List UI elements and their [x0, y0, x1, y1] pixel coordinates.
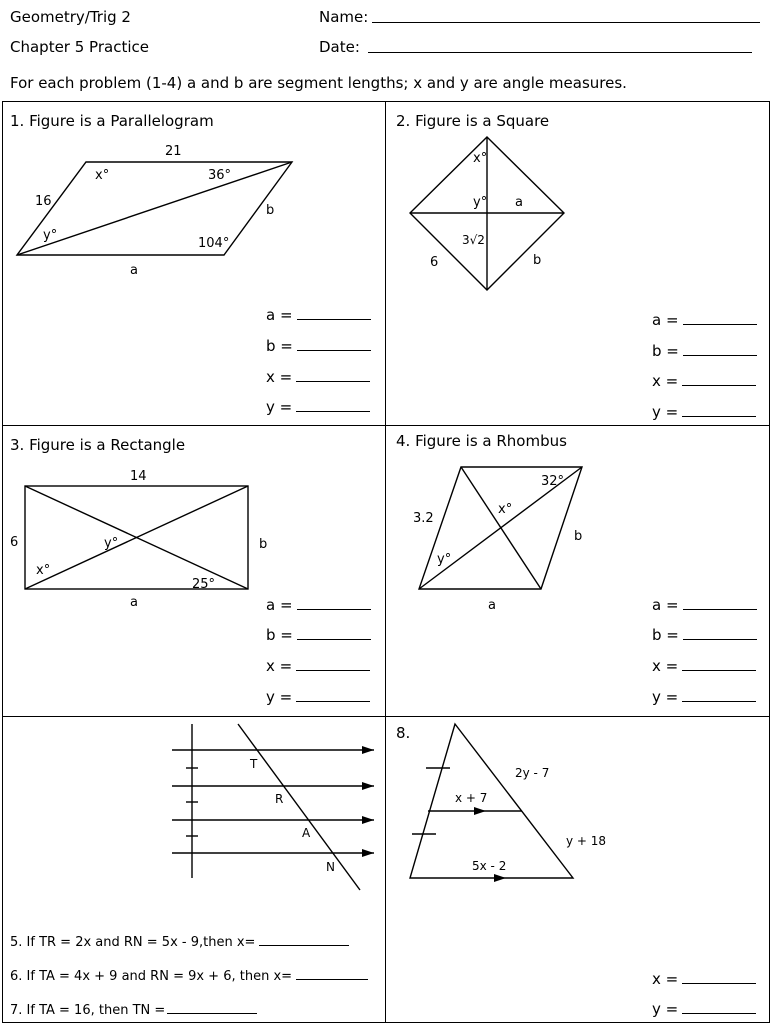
p2-label-y: y°: [473, 195, 488, 210]
p3-label-14: 14: [130, 469, 147, 484]
p3-label-y: y°: [104, 536, 119, 551]
arrow-base-icon: [494, 874, 506, 882]
p1-label-y: y°: [43, 228, 58, 243]
p2-label-x: x°: [473, 151, 488, 166]
p3-answer-a[interactable]: a =: [266, 596, 371, 614]
p2-label-a: a: [515, 195, 523, 210]
arrow-4-icon: [362, 849, 374, 857]
parallelogram-diagonal: [17, 162, 292, 255]
p1-answer-a[interactable]: a =: [266, 306, 371, 324]
p8-answer-y[interactable]: y =: [652, 1000, 756, 1018]
p1-answer-x[interactable]: x =: [266, 368, 370, 386]
name-label: Name:: [319, 8, 369, 26]
date-label: Date:: [319, 38, 360, 56]
p4-label-b: b: [574, 529, 583, 544]
problem-2-title: 2. Figure is a Square: [396, 112, 550, 130]
triangle-figure: [410, 724, 573, 878]
course-title: Geometry/Trig 2: [10, 8, 131, 26]
question-5[interactable]: 5. If TR = 2x and RN = 5x - 9,then x=: [10, 934, 349, 950]
p1-label-36: 36°: [208, 168, 232, 183]
problem-3-title: 3. Figure is a Rectangle: [10, 436, 186, 454]
p1-label-x: x°: [95, 168, 110, 183]
p2-answer-a[interactable]: a =: [652, 311, 757, 329]
p3-label-x: x°: [36, 563, 51, 578]
label-R: R: [275, 792, 284, 806]
p4-label-x: x°: [498, 502, 513, 517]
p8-label-y+18: y + 18: [566, 834, 607, 848]
p1-label-21: 21: [165, 144, 182, 159]
p1-label-a: a: [130, 263, 138, 278]
p8-label-5x-2: 5x - 2: [472, 859, 507, 873]
p4-label-a: a: [488, 598, 496, 613]
p1-label-104: 104°: [198, 236, 230, 251]
instructions: For each problem (1-4) a and b are segment lengths; x and y are angle measures.: [10, 74, 627, 92]
rhombus-diagonal-2: [461, 467, 541, 589]
question-7[interactable]: 7. If TA = 16, then TN =: [10, 1002, 257, 1018]
p4-answer-b[interactable]: b =: [652, 626, 757, 644]
p2-label-3root2: 3√2: [462, 233, 485, 247]
p3-answer-y[interactable]: y =: [266, 688, 370, 706]
p8-label-x+7: x + 7: [455, 791, 488, 805]
problem-8-title: 8.: [396, 724, 411, 742]
p4-label-y: y°: [437, 552, 452, 567]
p2-label-6: 6: [430, 255, 439, 270]
p1-label-b: b: [266, 203, 275, 218]
p8-label-2y-7: 2y - 7: [515, 766, 550, 780]
arrow-2-icon: [362, 782, 374, 790]
p3-answer-b[interactable]: b =: [266, 626, 371, 644]
p8-answer-x[interactable]: x =: [652, 970, 756, 988]
arrow-3-icon: [362, 816, 374, 824]
p3-label-25: 25°: [192, 577, 216, 592]
p3-label-b: b: [259, 537, 268, 552]
problem-1-title: 1. Figure is a Parallelogram: [10, 112, 214, 130]
p3-label-a: a: [130, 595, 138, 610]
label-T: T: [250, 757, 258, 771]
p2-answer-y[interactable]: y =: [652, 403, 756, 421]
arrow-1-icon: [362, 746, 374, 754]
p3-answer-x[interactable]: x =: [266, 657, 370, 675]
label-A: A: [302, 826, 311, 840]
p1-answer-b[interactable]: b =: [266, 337, 371, 355]
p4-label-32: 32°: [541, 474, 565, 489]
p4-answer-a[interactable]: a =: [652, 596, 757, 614]
p1-answer-y[interactable]: y =: [266, 398, 370, 416]
p4-answer-x[interactable]: x =: [652, 657, 756, 675]
arrow-midsegment-icon: [474, 807, 486, 815]
problem-4-title: 4. Figure is a Rhombus: [396, 432, 567, 450]
p2-label-b: b: [533, 253, 542, 268]
slanted-transversal: [238, 724, 360, 890]
label-N: N: [326, 860, 335, 874]
p3-label-6: 6: [10, 535, 19, 550]
question-6[interactable]: 6. If TA = 4x + 9 and RN = 9x + 6, then x=: [10, 968, 368, 984]
chapter-title: Chapter 5 Practice: [10, 38, 149, 56]
p1-label-16: 16: [35, 194, 52, 209]
p4-answer-y[interactable]: y =: [652, 688, 756, 706]
p2-answer-x[interactable]: x =: [652, 372, 756, 390]
p2-answer-b[interactable]: b =: [652, 342, 757, 360]
p4-label-3-2: 3.2: [413, 511, 434, 526]
